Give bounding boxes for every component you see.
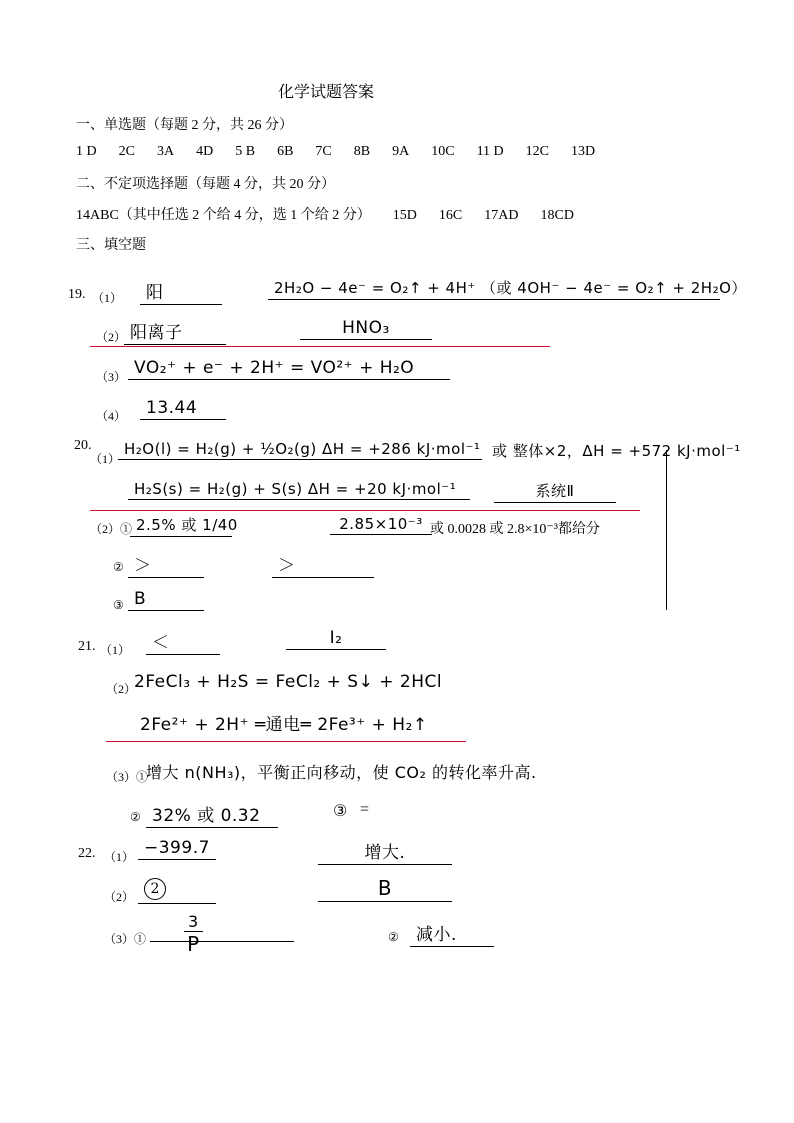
q22-p1-answer-a: −399.7 xyxy=(138,838,216,860)
q20-p2-answer-a: 2.5% 或 1/40 xyxy=(130,514,232,537)
answer-2: 2C xyxy=(118,144,135,159)
section1-answers xyxy=(76,144,617,160)
page-title: 化学试题答案 xyxy=(278,84,375,101)
answer-6: 6B xyxy=(277,144,294,159)
section2-answers xyxy=(76,204,596,224)
q21-number: 21. xyxy=(78,639,96,654)
answer-12: 12C xyxy=(525,144,549,159)
answer-16: 16C xyxy=(438,208,463,223)
q19-p1-label: （1） xyxy=(92,291,123,305)
q22-p2-label: （2） xyxy=(104,890,135,904)
answer-1: 1 D xyxy=(76,144,97,159)
section1-heading: 一、单选题（每题 2 分，共 26 分） xyxy=(76,118,293,133)
q19-p3-label: （3） xyxy=(96,370,127,384)
q20-p1-answer-a: H₂O(l) = H₂(g) + ½O₂(g) ΔH = +286 kJ·mol⁻¹ xyxy=(118,440,482,460)
section3-heading: 三、填空题 xyxy=(76,238,146,253)
q19-p3-answer-a: VO₂⁺ + e⁻ + 2H⁺ = VO²⁺ + H₂O xyxy=(128,358,450,380)
q21-p2-answer-a: 2FeCl₃ + H₂S = FeCl₂ + S↓ + 2HCl xyxy=(134,672,443,692)
q19-number: 19. xyxy=(68,287,86,302)
answer-11: 11 D xyxy=(476,144,504,159)
q19-p1-answer-b: 2H₂O − 4e⁻ = O₂↑ + 4H⁺ （或 4OH⁻ − 4e⁻ = O₂↑ + 2H₂O） xyxy=(268,277,720,300)
q21-p1-answer-a: ＜ xyxy=(146,628,220,655)
q20-p2-label: （2）① xyxy=(90,522,133,536)
q20-p2-2-answer-b: ＞ xyxy=(272,551,374,578)
q20-p1-answer-d: 系统Ⅱ xyxy=(494,480,616,503)
red-separator-line xyxy=(90,346,550,347)
answer-10: 10C xyxy=(431,144,455,159)
q22-p3-2-answer-a: 减小. xyxy=(410,920,494,947)
q19-p1-answer-a: 阳 xyxy=(140,278,222,305)
q20-p2-2-label: ② xyxy=(113,560,124,574)
q19-p2-answer-a: 阳离子 xyxy=(124,318,226,345)
answer-14: 14ABC（其中任选 2 个给 4 分，选 1 个给 2 分） xyxy=(76,208,371,223)
q22-p3-fraction xyxy=(184,912,203,956)
q22-p2-answer-a-wrap xyxy=(138,878,216,904)
q20-p2-note: 或 0.0028 或 2.8×10⁻³都给分 xyxy=(430,522,600,537)
q21-p3-2-label: ② xyxy=(130,810,141,824)
answer-13: 13D xyxy=(571,144,596,159)
answer-7: 7C xyxy=(315,144,332,159)
q22-p1-label: （1） xyxy=(104,850,135,864)
q19-p4-label: （4） xyxy=(96,409,127,423)
q20-p1-label: （1） xyxy=(90,452,121,466)
q20-p1-answer-b: 或 整体×2，ΔH = +572 kJ·mol⁻¹ xyxy=(492,442,741,460)
red-separator-line xyxy=(90,510,640,511)
q21-p2-label: （2） xyxy=(106,682,137,696)
q19-p2-answer-b: HNO₃ xyxy=(300,318,432,340)
answer-9: 9A xyxy=(392,144,410,159)
answer-15: 15D xyxy=(392,208,417,223)
q20-p2-3-answer-a: B xyxy=(128,589,204,611)
q21-p3-3-answer-a: = xyxy=(360,801,370,818)
q22-p3-2-label: ② xyxy=(388,930,399,944)
q22-number: 22. xyxy=(78,846,96,861)
q21-p3-3-label: ③ xyxy=(333,803,348,820)
q21-p3-answer-a: 增大 n(NH₃)，平衡正向移动，使 CO₂ 的转化率升高. xyxy=(146,763,537,782)
answer-17: 17AD xyxy=(484,208,519,223)
q22-p3-denominator: P xyxy=(187,932,200,956)
q20-p2-2-answer-a: ＞ xyxy=(128,551,204,578)
q20-p2-3-label: ③ xyxy=(113,598,124,612)
q22-p3-answer-wrap xyxy=(150,912,294,956)
q21-p1-label: （1） xyxy=(100,643,131,657)
q22-p3-label: （3）① xyxy=(104,932,147,946)
section2-heading: 二、不定项选择题（每题 4 分，共 20 分） xyxy=(76,177,335,192)
q20-p1-answer-c: H₂S(s) = H₂(g) + S(s) ΔH = +20 kJ·mol⁻¹ xyxy=(128,480,470,500)
q20-number: 20. xyxy=(74,438,92,453)
answer-18: 18CD xyxy=(540,208,574,223)
q21-p1-answer-b: I₂ xyxy=(286,628,386,650)
q20-p2-answer-b: 2.85×10⁻³ xyxy=(330,515,432,535)
q21-p3-label: （3）① xyxy=(106,770,149,784)
q22-p1-answer-b: 增大. xyxy=(318,838,452,865)
answer-8: 8B xyxy=(353,144,371,159)
q21-p3-2-answer-a: 32% 或 0.32 xyxy=(146,801,278,828)
vertical-margin-line xyxy=(666,450,667,610)
q22-p3-numerator: 3 xyxy=(184,912,203,932)
answer-5: 5 B xyxy=(235,144,256,159)
q22-p2-answer-a: 2 xyxy=(144,878,166,900)
q22-p2-answer-b: B xyxy=(318,876,452,902)
q19-p4-answer-a: 13.44 xyxy=(140,398,226,420)
q21-p2-answer-b: 2Fe²⁺ + 2H⁺ ═通电═ 2Fe³⁺ + H₂↑ xyxy=(140,715,428,735)
answer-4: 4D xyxy=(196,144,214,159)
q19-p2-label: （2） xyxy=(96,330,127,344)
red-separator-line xyxy=(106,741,466,742)
answer-3: 3A xyxy=(156,144,175,159)
